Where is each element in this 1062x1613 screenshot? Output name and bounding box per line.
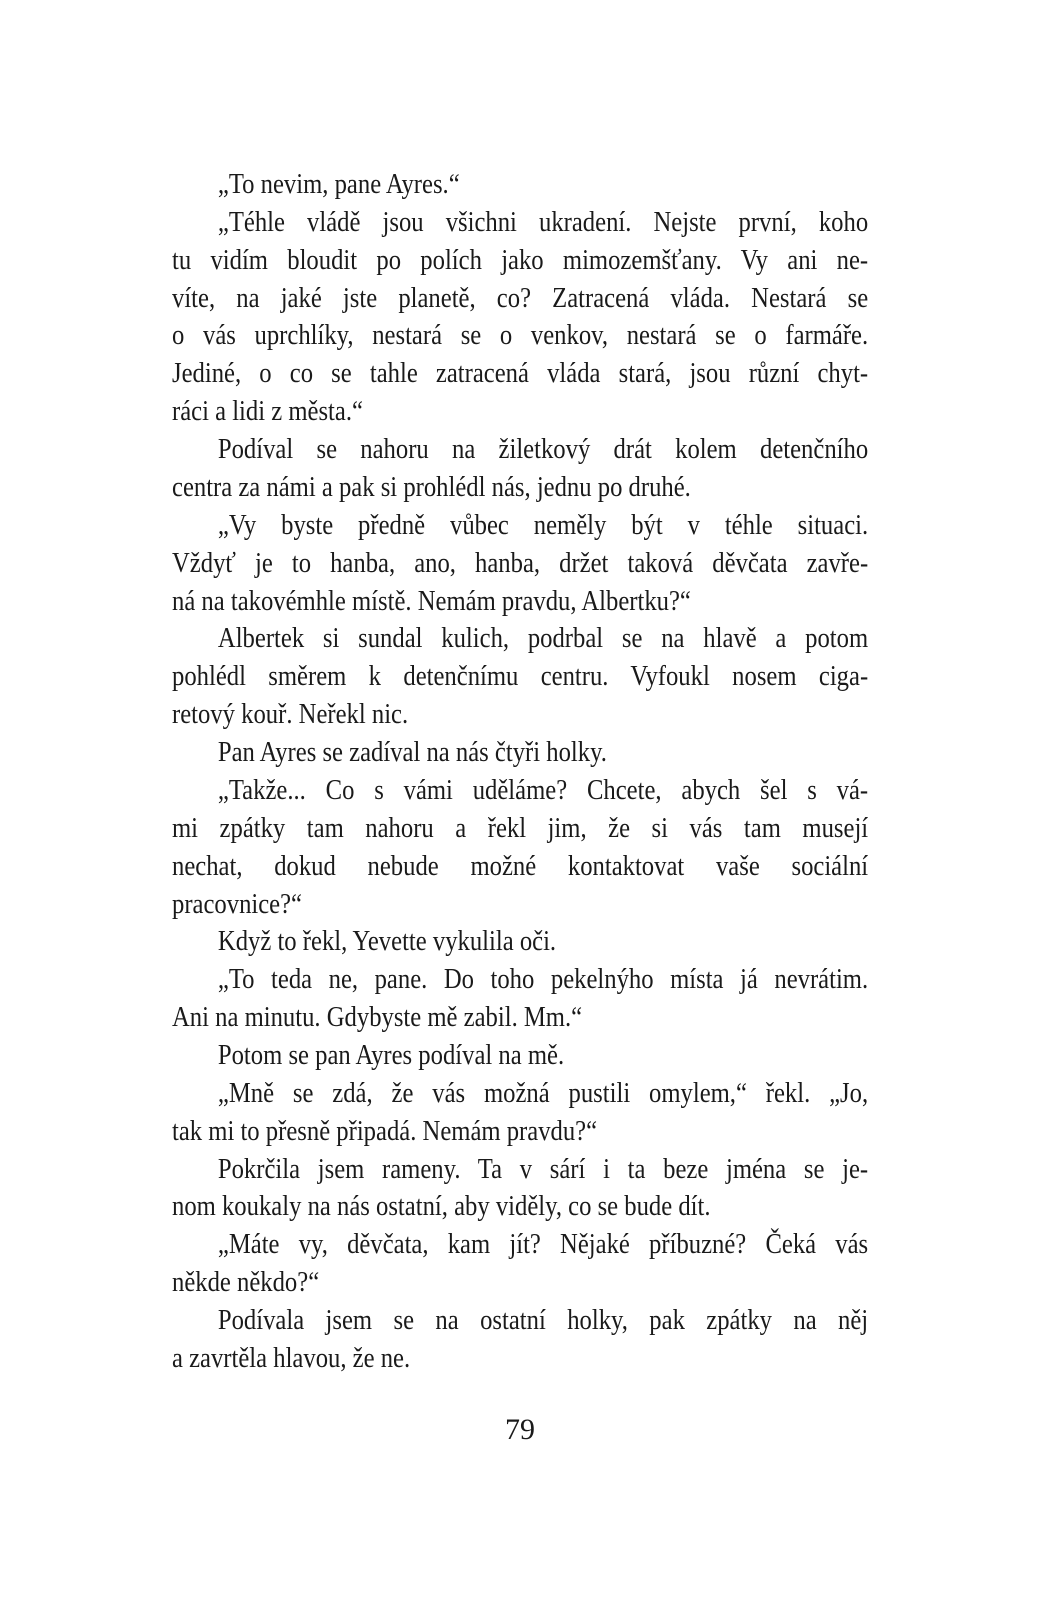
text-line: Když to řekl, Yevette vykulila oči. [217,925,557,958]
text-line: Pan Ayres se zadíval na nás čtyři holky. [217,736,607,769]
text-line: a zavrtěla hlavou, že ne. [172,1341,411,1374]
text-line: nom koukaly na nás ostatní, aby viděly, co se bude dít. [172,1190,711,1223]
text-line: Potom se pan Ayres podíval na mě. [217,1039,565,1071]
text-line: tu vidím bloudit po polích jako mimozemšťany. Vy ani ne- [172,243,869,276]
text-line: „Takže... Co s vámi uděláme? Chcete, abych šel s vá- [217,773,869,806]
text-line: nechat, dokud nebude možné kontaktovat vaše sociální [172,849,869,882]
text-line: o vás uprchlíky, nestará se o venkov, nestará se o farmáře. [172,319,869,352]
text-line: Pokrčila jsem rameny. Ta v sárí i ta beze jména se je- [217,1152,869,1185]
text-line: retový kouř. Neřekl nic. [172,698,409,731]
text-line: „Vy byste předně vůbec neměly být v téhle situaci. [217,508,869,541]
text-line: tak mi to přesně připadá. Nemám pravdu?“ [172,1114,598,1147]
text-line: ná na takovémhle místě. Nemám pravdu, Albertku?“ [172,584,691,617]
text-line: „To teda ne, pane. Do toho pekelnýho místa já nevrátim. [217,963,869,996]
text-line: Vždyť je to hanba, ano, hanba, držet taková děvčata zavře- [172,546,869,579]
text-line: Ani na minutu. Gdybyste mě zabil. Mm.“ [172,1001,583,1034]
text-line: „Máte vy, děvčata, kam jít? Nějaké příbuzné? Čeká vás [217,1228,869,1261]
text-line: pohlédl směrem k detenčnímu centru. Vyfoukl nosem ciga- [172,660,869,693]
text-line: pracovnice?“ [172,887,303,920]
text-line: někde někdo?“ [172,1266,320,1299]
text-line: ráci a lidi z města.“ [172,395,363,428]
text-line: „Mně se zdá, že vás možná pustili omylem,“ řekl. „Jo, [217,1076,869,1109]
text-line: víte, na jaké jste planetě, co? Zatracená vláda. Nestará se [172,281,869,314]
text-line: mi zpátky tam nahoru a řekl jim, že si vás tam musejí [172,811,869,844]
text-line: Podíval se nahoru na žiletkový drát kolem detenčního [217,433,869,466]
text-line: Podívala jsem se na ostatní holky, pak zpátky na něj [217,1304,869,1337]
text-line: „To nevim, pane Ayres.“ [217,168,460,200]
text-line: centra za námi a pak si prohlédl nás, jednu po druhé. [172,470,691,503]
page-number: 79 [505,1413,535,1446]
text-line: Jediné, o co se tahle zatracená vláda stará, jsou různí chyt- [172,357,869,390]
text-line: Albertek si sundal kulich, podrbal se na hlavě a potom [217,622,869,655]
text-line: „Téhle vládě jsou všichni ukradení. Nejste první, koho [217,205,869,238]
